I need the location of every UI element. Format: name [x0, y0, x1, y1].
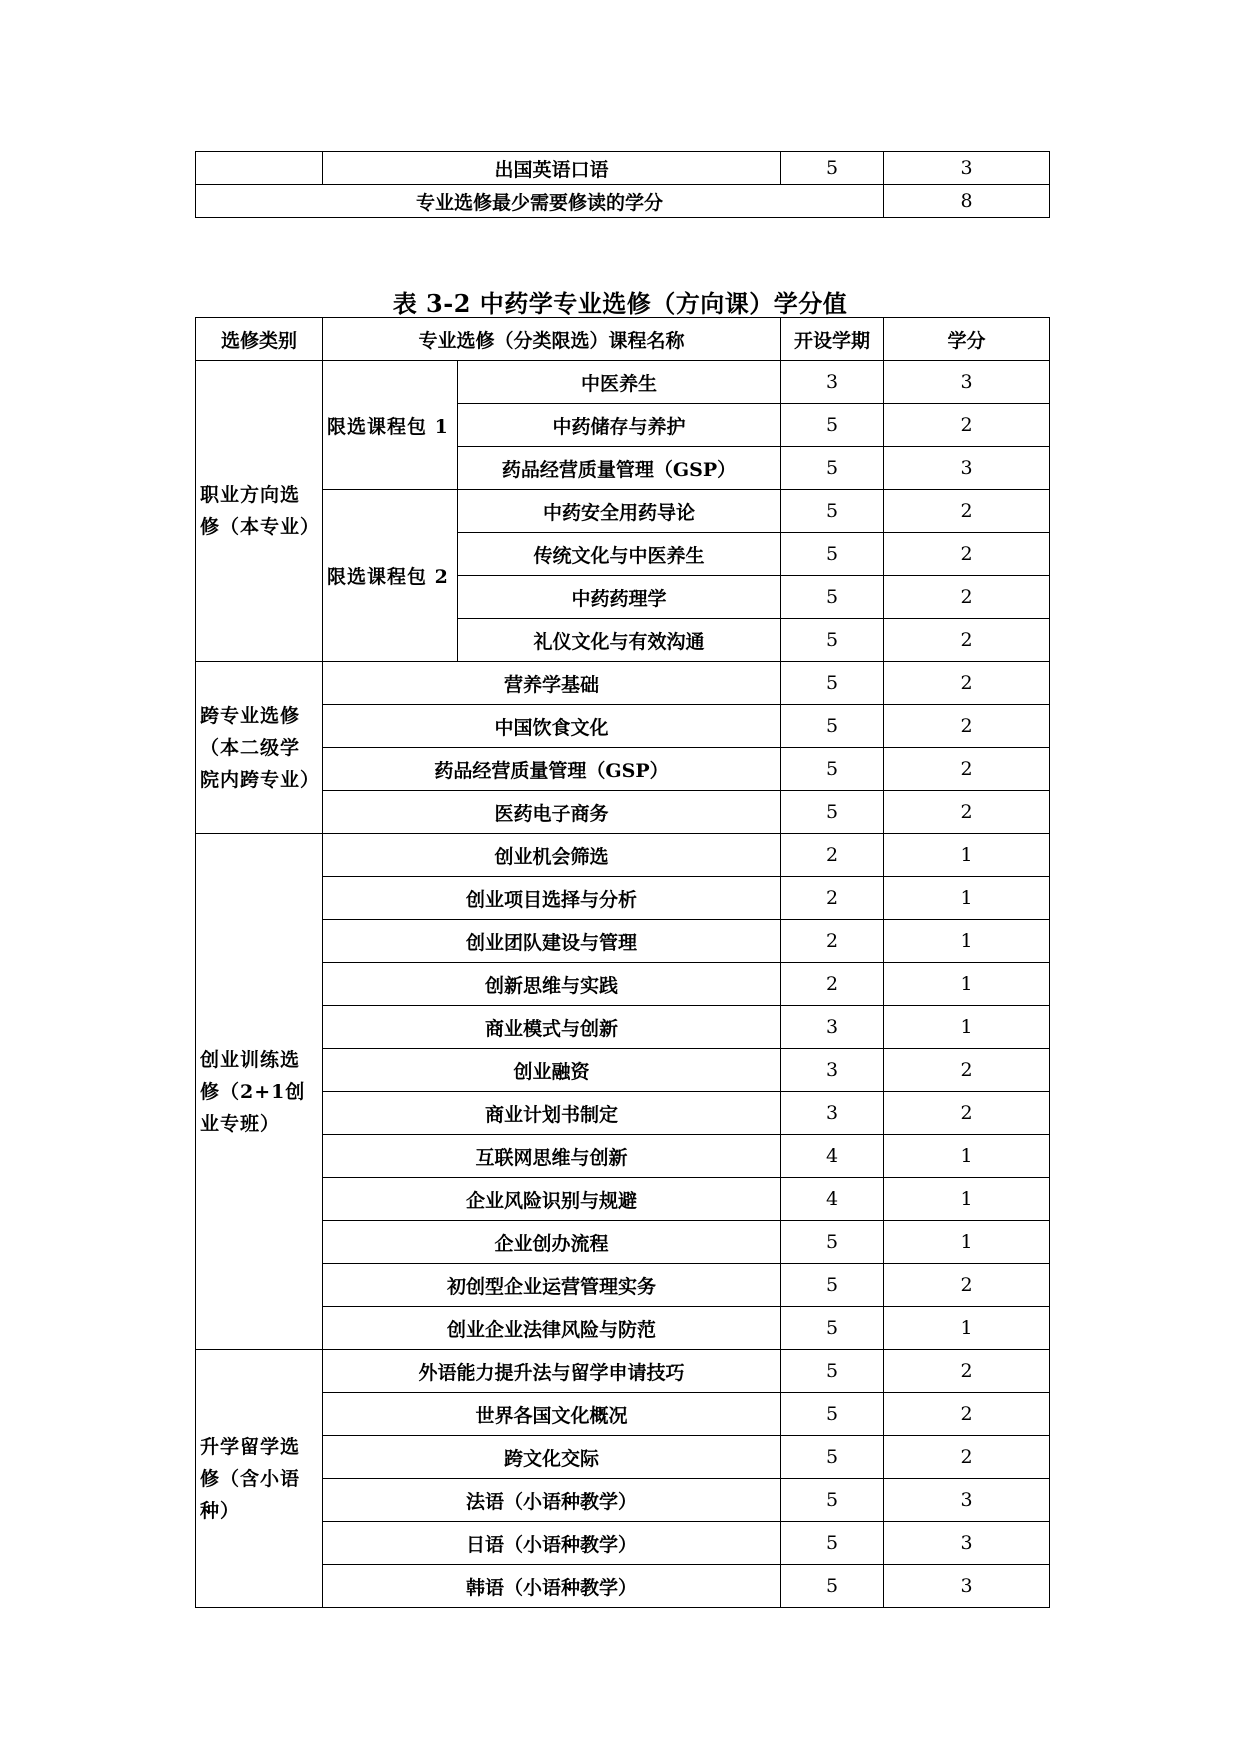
credit: 2 — [884, 1092, 1050, 1135]
package-2: 限选课程包 2 — [323, 490, 458, 662]
semester: 5 — [781, 1221, 884, 1264]
course-name: 法语（小语种教学） — [323, 1479, 781, 1522]
credit: 3 — [884, 1522, 1050, 1565]
table-row — [196, 963, 1050, 1006]
package-1: 限选课程包 1 — [323, 361, 458, 490]
semester: 2 — [781, 920, 884, 963]
semester: 5 — [781, 791, 884, 834]
credit: 1 — [884, 963, 1050, 1006]
course-name: 互联网思维与创新 — [323, 1135, 781, 1178]
course-name: 中药药理学 — [458, 576, 781, 619]
header-credit: 学分 — [884, 318, 1050, 361]
semester: 5 — [781, 1350, 884, 1393]
table-row — [196, 1006, 1050, 1049]
course-name: 礼仪文化与有效沟通 — [458, 619, 781, 662]
table-row — [196, 1522, 1050, 1565]
course-name: 中药安全用药导论 — [458, 490, 781, 533]
table-row — [196, 1049, 1050, 1092]
credit: 1 — [884, 1307, 1050, 1350]
credit: 1 — [884, 1178, 1050, 1221]
credits-summary-table — [195, 151, 1050, 218]
course-name: 商业计划书制定 — [323, 1092, 781, 1135]
semester: 5 — [781, 490, 884, 533]
table-row — [196, 1565, 1050, 1608]
course-name: 出国英语口语 — [323, 152, 781, 185]
credit: 1 — [884, 1221, 1050, 1264]
category-career: 职业方向选修（本专业） — [196, 361, 323, 662]
table-row — [196, 1479, 1050, 1522]
table-row — [196, 1135, 1050, 1178]
semester: 5 — [781, 1307, 884, 1350]
credit: 2 — [884, 490, 1050, 533]
course-name: 创业机会筛选 — [323, 834, 781, 877]
credit: 2 — [884, 662, 1050, 705]
semester: 3 — [781, 1006, 884, 1049]
table-row — [196, 1178, 1050, 1221]
credit: 2 — [884, 1436, 1050, 1479]
semester: 3 — [781, 1092, 884, 1135]
credit: 1 — [884, 834, 1050, 877]
credit: 2 — [884, 705, 1050, 748]
empty-cell — [196, 152, 323, 185]
course-name: 中药储存与养护 — [458, 404, 781, 447]
semester: 5 — [781, 1522, 884, 1565]
min-credits-value: 8 — [884, 185, 1050, 218]
header-category: 选修类别 — [196, 318, 323, 361]
semester: 5 — [781, 1264, 884, 1307]
header-course: 专业选修（分类限选）课程名称 — [323, 318, 781, 361]
course-name: 日语（小语种教学） — [323, 1522, 781, 1565]
course-name: 韩语（小语种教学） — [323, 1565, 781, 1608]
course-name: 创新思维与实践 — [323, 963, 781, 1006]
table-row — [196, 662, 1050, 705]
table-row — [196, 1393, 1050, 1436]
course-name: 创业融资 — [323, 1049, 781, 1092]
credit: 2 — [884, 404, 1050, 447]
credit: 2 — [884, 1393, 1050, 1436]
credit: 1 — [884, 920, 1050, 963]
semester: 2 — [781, 877, 884, 920]
semester: 2 — [781, 834, 884, 877]
course-name: 跨文化交际 — [323, 1436, 781, 1479]
elective-credits-table — [195, 317, 1050, 1608]
course-name: 医药电子商务 — [323, 791, 781, 834]
course-name: 创业企业法律风险与防范 — [323, 1307, 781, 1350]
course-name: 企业风险识别与规避 — [323, 1178, 781, 1221]
header-row — [196, 318, 1050, 361]
semester: 3 — [781, 361, 884, 404]
table-caption: 表 3-2 中药学专业选修（方向课）学分值 — [392, 289, 848, 318]
semester: 5 — [781, 533, 884, 576]
table-row — [196, 1307, 1050, 1350]
course-name: 中医养生 — [458, 361, 781, 404]
credit: 2 — [884, 576, 1050, 619]
course-name: 创业项目选择与分析 — [323, 877, 781, 920]
credit: 3 — [884, 152, 1050, 185]
semester: 5 — [781, 152, 884, 185]
credit: 2 — [884, 619, 1050, 662]
course-name: 商业模式与创新 — [323, 1006, 781, 1049]
category-startup: 创业训练选修（2+1创业专班） — [196, 834, 323, 1350]
credit: 3 — [884, 447, 1050, 490]
course-name: 外语能力提升法与留学申请技巧 — [323, 1350, 781, 1393]
table-row — [196, 1221, 1050, 1264]
table-row — [196, 920, 1050, 963]
semester: 4 — [781, 1135, 884, 1178]
table-row — [196, 490, 1050, 533]
credit: 1 — [884, 1006, 1050, 1049]
table-row — [196, 791, 1050, 834]
table-row — [196, 705, 1050, 748]
min-credits-label: 专业选修最少需要修读的学分 — [196, 185, 884, 218]
table-row — [196, 1264, 1050, 1307]
category-cross: 跨专业选修（本二级学院内跨专业） — [196, 662, 323, 834]
course-name: 传统文化与中医养生 — [458, 533, 781, 576]
table-row — [196, 1436, 1050, 1479]
table-row — [196, 877, 1050, 920]
table-row — [196, 834, 1050, 877]
credit: 3 — [884, 1565, 1050, 1608]
credit: 2 — [884, 1350, 1050, 1393]
credit: 1 — [884, 877, 1050, 920]
header-semester: 开设学期 — [781, 318, 884, 361]
semester: 2 — [781, 963, 884, 1006]
course-name: 创业团队建设与管理 — [323, 920, 781, 963]
semester: 3 — [781, 1049, 884, 1092]
course-name: 营养学基础 — [323, 662, 781, 705]
semester: 5 — [781, 619, 884, 662]
table-row — [196, 185, 1050, 218]
semester: 5 — [781, 576, 884, 619]
course-name: 世界各国文化概况 — [323, 1393, 781, 1436]
course-name: 初创型企业运营管理实务 — [323, 1264, 781, 1307]
table-row — [196, 152, 1050, 185]
credit: 1 — [884, 1135, 1050, 1178]
semester: 5 — [781, 705, 884, 748]
semester: 5 — [781, 1436, 884, 1479]
credit: 2 — [884, 1264, 1050, 1307]
course-name: 企业创办流程 — [323, 1221, 781, 1264]
table-row — [196, 361, 1050, 404]
semester: 5 — [781, 404, 884, 447]
course-name: 药品经营质量管理（GSP） — [323, 748, 781, 791]
category-study-abroad: 升学留学选修（含小语种） — [196, 1350, 323, 1608]
credit: 2 — [884, 748, 1050, 791]
semester: 5 — [781, 447, 884, 490]
semester: 5 — [781, 1479, 884, 1522]
credit: 2 — [884, 1049, 1050, 1092]
semester: 5 — [781, 748, 884, 791]
table-row — [196, 1350, 1050, 1393]
table-row — [196, 1092, 1050, 1135]
course-name: 药品经营质量管理（GSP） — [458, 447, 781, 490]
course-name: 中国饮食文化 — [323, 705, 781, 748]
credit: 2 — [884, 533, 1050, 576]
credit: 3 — [884, 361, 1050, 404]
credit: 3 — [884, 1479, 1050, 1522]
semester: 5 — [781, 662, 884, 705]
credit: 2 — [884, 791, 1050, 834]
table-row — [196, 748, 1050, 791]
semester: 5 — [781, 1393, 884, 1436]
semester: 5 — [781, 1565, 884, 1608]
semester: 4 — [781, 1178, 884, 1221]
